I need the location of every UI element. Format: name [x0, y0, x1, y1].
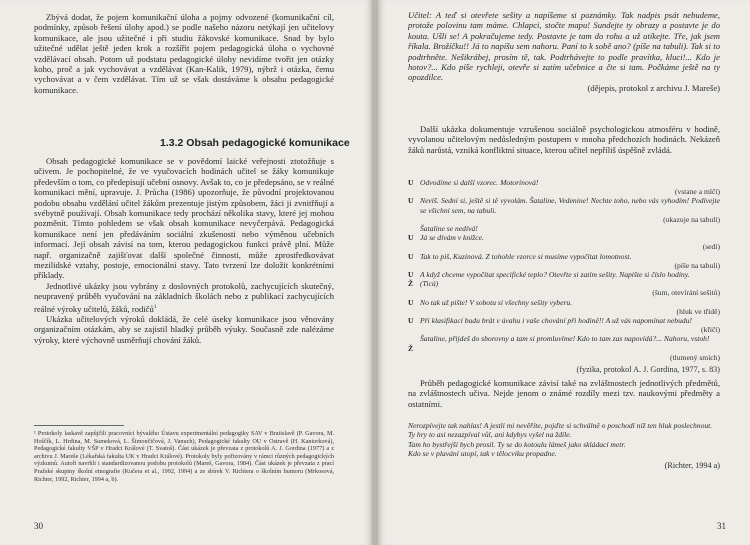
footnote-ref: 1 [153, 303, 157, 310]
right-mid-block [408, 124, 720, 155]
quote-line: Nerozpívejte tak nahlas! A jestli mi nevěříte, pojďte si schválně o poschodí níž ten hluk poslechnout. [408, 421, 713, 430]
mid-paragraph: Další ukázka dokumentuje vzrušenou sociálně psychologickou atmosféru v hodině, vyvolanou učitelovým nedůsledným postupem v mnoha předchozích hodinách. Nekázeň žáků narůstá, vzniká konfliktní situace, kterou učitel nepříliš úspěšně zvládá. [408, 124, 720, 155]
note-spacer [408, 307, 420, 316]
dialogue-text: Šataline se nedívá! [420, 224, 478, 234]
quote-line: Tam ho bystřejší bych prosil. Ty se do kotoulu lámeš jako skládací metr. [408, 439, 626, 449]
intro-block [34, 12, 334, 95]
dialogue-line [408, 344, 720, 353]
dialogue-transcript [408, 178, 720, 374]
dialogue-text: No tak už pište! V sobotu si všechny sešity vyberu. [420, 297, 573, 307]
source-citation-2: (fyzika, protokol A. J. Gordina, 1977, s. 83) [576, 365, 720, 375]
quote-line: Kdo se v plavání utopí, tak v tělocviku propadne. [408, 449, 557, 459]
dialogue-text: Odvodíme si další vzorec. Motorínová! [420, 178, 539, 187]
note-spacer [408, 215, 420, 224]
note-spacer [408, 288, 420, 297]
body-paragraph-1: Obsah pedagogické komunikace se v povědomí laické veřejnosti ztotožňuje s učivem. Je pochopitelné, že ve vyučovacích hodinách učitel se žáky komunikuje především o tom, co předepisují učební osnovy. Avšak to, co je předepsáno, se v reálné komunikaci mění, upravuje. J. Průcha (1986) upozorňuje, že původní projektovanou podobu obsahu vzdělání učitel žákům prezentuje jistým způsobem, žáci ji zvnitřňují a svébytně používají. Obsah komunikace tedy prochází několika stavy, které jej mohou pozměnit. Tímto pohledem se však obsah komunikace nevyčerpává. Pedagogická komunikace není jen předáváním sociální zkušenosti nebo výměnou učebních informací. Její obsah závisí na tom, kterou pedagogickou funkci právě plní. Může např. organizačně zajišťovat další společné činnosti, může zprostředkovávat mezilidské vztahy, postoje, emocionální stavy. Tato tvrzení lze doložit konkrétními příklady. [34, 156, 334, 281]
quote-paragraph: Učitel: A teď si otevřete sešity a napíšeme si poznámky. Tak nadpis psát nebudeme, protože polovinu tam máme. Chlapci, stočte mapu! Sundejte ty obrazy a postavte je do kouta. Ušli se! A pokračujeme tedy. Postavte je tam do rohu a už utíkejte. Tře, jak jsem říkala. Brožíčku!! Já to napíšu sem nahoru. Paní to k sobě ano? (píše na tabuli). Tak si to podtrhněte. Nešikrábej, prosím tě, tak. Podtrhávejte to podle pravítka, kluci!... Kdo je hotov?... Kdo píše rychleji, otevře si zatím učebnice a čte si tam. Počkáme ještě na ty opozdilce. [408, 10, 720, 83]
intro-paragraph: Zbývá dodat, že pojem komunikační úloha a pojmy odvozené (komunikační cíl, podmínky, způsob řešení úlohy apod.) se podle našeho názoru netýkají jen učitelovy komunikace, ale jsou užitečné i při studiu žákovské komunikace. Snad by bylo užitečné udělat ještě jeden krok a rozšířit pojem pedagogická úloha o vychovné vzdělávací obsah. Potom už podstatu pedagogické úlohy nevidíme tvořit jen otázky koho, proč a jak vychovávat a vzdělávat (Kan-Kalik, 1979), nýbrž i otázka, čemu vychovávat a v čem vzdělávat. Tím už se však dostáváme k obsahu pedagogické komunikace. [34, 12, 334, 95]
body-paragraph-3: Ukázka učitelových výroků dokládá, že celé úseky komunikace jsou věnovány organizačním otázkám, aby se zajistil hladký průběh výuky. Současně zde nalézáme výroky, které výchovně usměrňují chování žáků. [34, 313, 334, 345]
speaker-marker: U [408, 251, 414, 261]
right-top-block [408, 10, 720, 93]
source-citation-3: (Richter, 1994 a) [664, 460, 720, 470]
dialogue-note-line [408, 307, 720, 316]
dialogue-line [408, 196, 720, 214]
stage-direction: (vstane a mlčí) [674, 187, 720, 197]
left-page [0, 0, 372, 545]
speaker-marker [408, 224, 420, 233]
dialogue-note-line [408, 242, 720, 251]
stage-direction: (ukazuje na tabuli) [663, 214, 720, 224]
stage-direction: (píše na tabuli) [674, 260, 720, 270]
dialogue-line [408, 316, 720, 325]
footnote: ¹ Protokoly laskavě zapůjčili pracovníci bývalého Ústavu experimentální pedagogiky SAV v Bratislavě (P. Gavora, M. Hoščík, L. Hrdina, M. Sumeková, L. Šimončičová, J. Vanuch), Pedagogické fakulty OU v Ostravě (H. Kantorková), Pedagogické fakulty VŠP v Hradci Králové (T. Svatoš). Část ukázek je převzata z protokolů A. J. Gordina (1977) a z archivu J. Mareše (Lékařská fakulta UK v Hradci Králové). Protokoly byly pořizovány v rámci různých pedagogických výzkumů. Autoři navrhli i standardizovanou podobu protokolů (Mareš, Gavora, 1984). Část ukázek je převzata z prací Pražské skupiny školní etnografie (Kučera et al., 1992, 1994) a ze sbírek V. Richtera o školním humoru (Mrkosová, Richter, 1992, Richter, 1994 a, b). [34, 430, 334, 483]
speaker-marker: U [408, 316, 414, 326]
dialogue-line [408, 298, 720, 307]
stage-direction: (tlumený smích) [670, 352, 720, 362]
page-number-left: 30 [34, 521, 43, 531]
quote-line: Ty hry to asi nezazpíval vůl, ani kdybys vyšel na ždíle. [408, 430, 572, 440]
note-spacer [408, 325, 420, 334]
stage-direction: (křičí) [701, 325, 720, 335]
note-spacer [408, 353, 420, 362]
source-citation-1: (dějepis, protokol z archivu J. Mareše) [587, 82, 720, 93]
dialogue-note-line [408, 288, 720, 297]
section-body [34, 156, 334, 345]
speaker-marker: U [408, 270, 414, 280]
speaker-marker: U [408, 178, 414, 187]
dialogue-text: Nevíš. Sedni si, ještě si tě vyvolám. Šataline, Vedenine! Nechte toho, nebo vás vyhodím! Podívejte se všichni sem, na tabuli. [420, 196, 720, 215]
body-paragraph-2 [34, 281, 334, 314]
body-paragraph-2-text: Jednotlivé ukázky jsou vybrány z doslovných protokolů, zachycujících skutečný, neupravený průběh vyučování na základních školách nebo z publikací zachycujících reálné výroky učitelů, žáků, rodičů [34, 280, 334, 314]
dialogue-note-line [408, 215, 720, 224]
dialogue-text: Při klasifikaci budu brát v úvahu i vaše chování při hodině!! A už vás napomínat nebudu! [420, 316, 692, 326]
stage-direction: (sedí) [702, 242, 720, 252]
dialogue-note-line [408, 353, 720, 362]
dialogue-line [408, 224, 720, 233]
speaker-marker: Ž [408, 279, 414, 289]
dialogue-text: A když chceme vypočítat specifické teplo? Otevřte si zatím sešity. Napište si číslo hodiny. [420, 270, 690, 280]
dialogue-text: Šataline, přijdeš do sborovny a tam si promluvíme! Kdo to tam zas napovídá?... Nahoru, vstoh! [420, 334, 710, 344]
speaker-marker: U [408, 196, 414, 206]
dialogue-line [408, 233, 720, 242]
note-spacer [408, 187, 420, 196]
page-number-right: 31 [717, 521, 726, 531]
dialogue-line [408, 270, 720, 279]
footnote-divider [34, 425, 124, 426]
speaker-marker: U [408, 233, 414, 243]
dialogue-text [420, 344, 720, 353]
stage-direction: (šum, otevírání sešitů) [652, 288, 720, 298]
dialogue-line [408, 334, 720, 343]
section-heading: 1.3.2 Obsah pedagogické komunikace [160, 137, 350, 149]
bottom-paragraph: Průběh pedagogické komunikace závisí také na zvláštnostech jednotlivých předmětů, na zvláštnostech učiva. Nejde jenom o známé rozdíly mezi tzv. naukovými předměty a ostatními. [408, 378, 720, 409]
quote-lines [408, 421, 720, 470]
right-bottom-block [408, 378, 720, 409]
note-spacer [408, 242, 420, 251]
stage-direction: (hluk ve třídě) [676, 306, 720, 316]
dialogue-line [408, 252, 720, 261]
speaker-marker: Ž [408, 343, 414, 353]
dialogue-text: Tak to piš, Kuzinová. Z tohohle vzorce si musíme vypočítat lomotnost. [420, 251, 632, 261]
dialogue-line [408, 178, 720, 187]
note-spacer [408, 261, 420, 270]
dialogue-line [408, 279, 720, 288]
dialogue-text: (Ticú) [420, 279, 439, 289]
right-page [378, 0, 750, 545]
speaker-marker: U [408, 297, 414, 307]
dialogue-note-line [408, 261, 720, 270]
speaker-marker [408, 334, 420, 343]
dialogue-text: Já se dívám v knížce. [420, 233, 484, 243]
